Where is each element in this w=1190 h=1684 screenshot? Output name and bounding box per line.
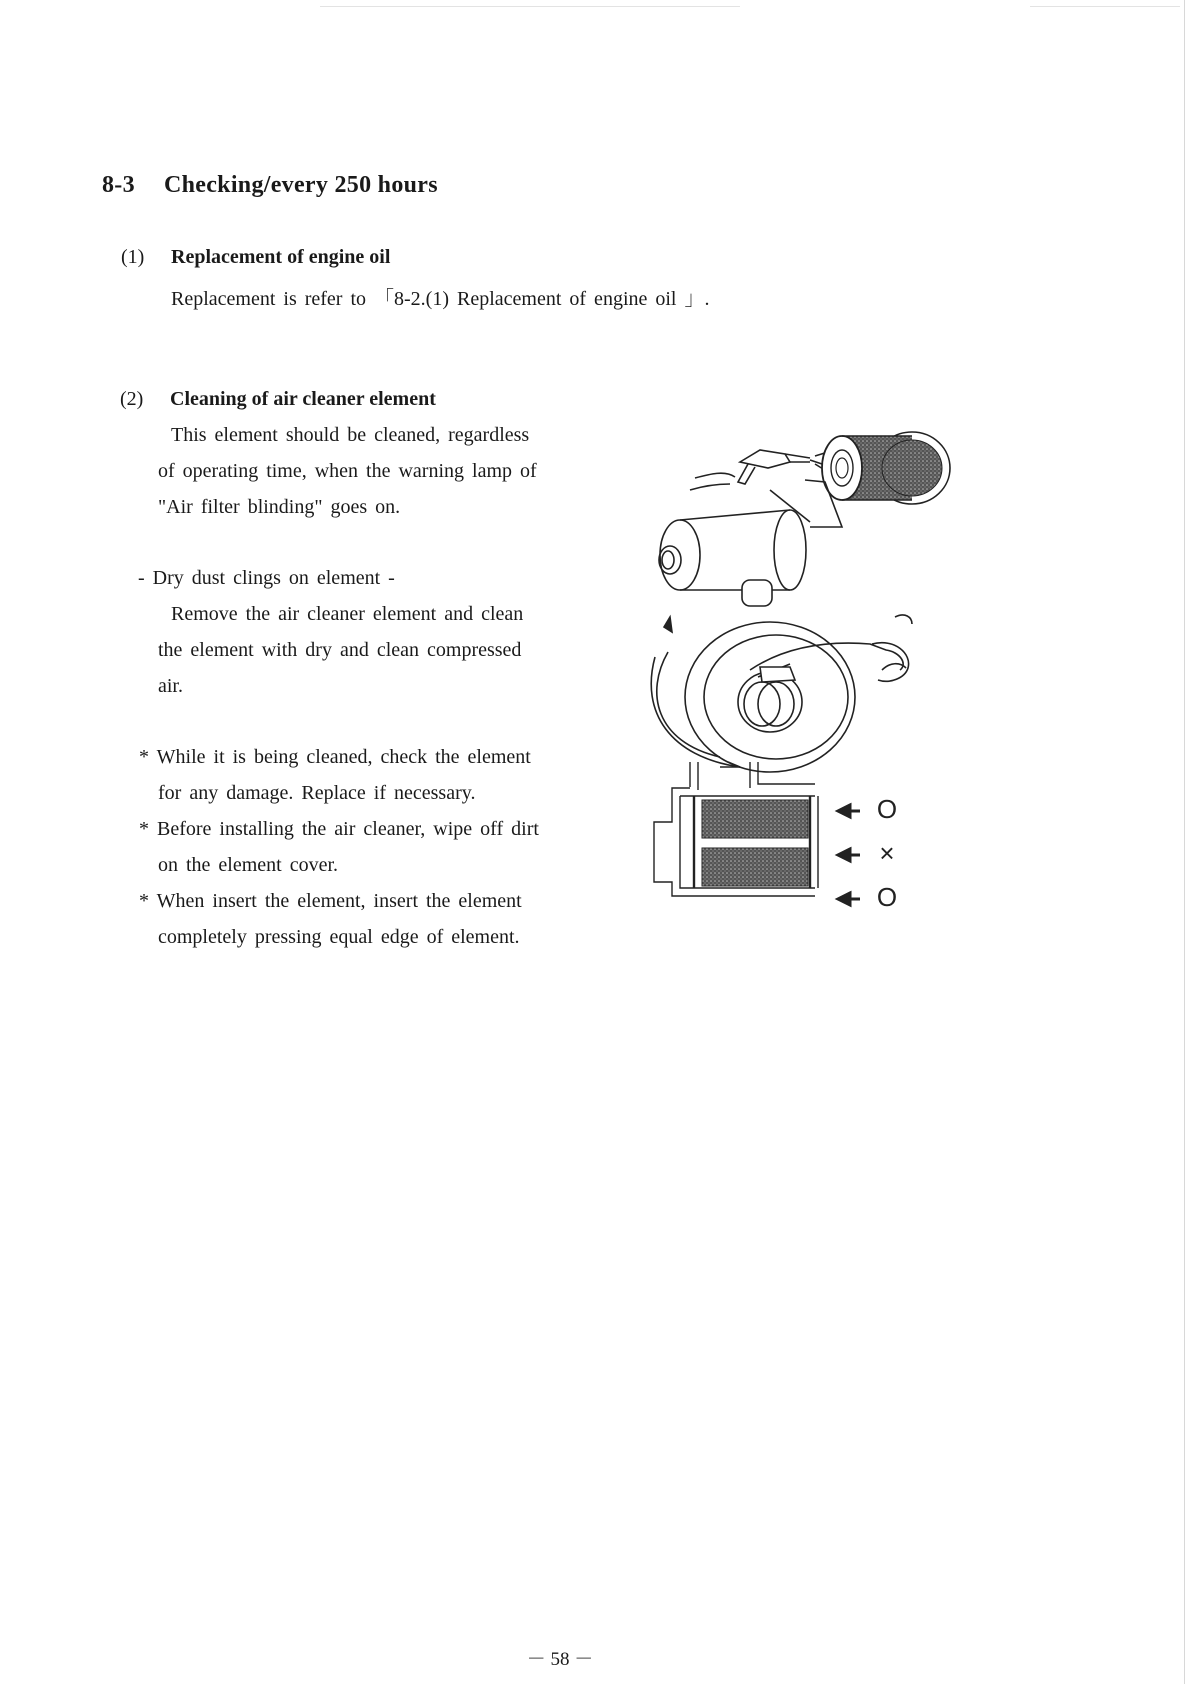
scan-artifact — [1030, 6, 1180, 7]
item1-text: Replacement is refer to 「8-2.(1) Replacement of engine oil 」. — [171, 288, 710, 310]
dry-dust-title: - Dry dust clings on element - — [138, 567, 395, 589]
item1-heading — [121, 246, 390, 269]
correct-mark: O — [876, 882, 898, 912]
section-heading: Checking/every 250 hours — [164, 172, 438, 198]
wiping-housing-icon — [651, 615, 912, 772]
dry-dust-line: the element with dry and clean compressed — [158, 639, 522, 661]
note-line: * Before installing the air cleaner, wipe off dirt — [139, 818, 539, 840]
para1-line: of operating time, when the warning lamp of — [158, 460, 537, 482]
incorrect-mark: × — [879, 838, 895, 868]
item1-number: (1) — [121, 246, 145, 268]
note-line: on the element cover. — [158, 854, 339, 876]
para1-line: This element should be cleaned, regardless — [171, 424, 530, 446]
note-line: * When insert the element, insert the element — [139, 890, 522, 912]
scan-edge — [1184, 0, 1185, 1684]
air-cleaner-illustration — [650, 412, 980, 972]
item2-heading — [120, 388, 436, 411]
scan-artifact — [320, 6, 740, 7]
dry-dust-line: Remove the air cleaner element and clean — [171, 603, 524, 625]
note-line: * While it is being cleaned, check the element — [139, 746, 531, 768]
element-section-icon — [654, 762, 860, 905]
para1-line: "Air filter blinding" goes on. — [158, 496, 401, 518]
air-gun-icon — [690, 450, 828, 490]
page-number: － 58 － — [526, 1649, 594, 1670]
item2-title: Cleaning of air cleaner element — [170, 388, 436, 410]
item1-title: Replacement of engine oil — [171, 246, 391, 268]
housing-icon — [659, 480, 842, 606]
dry-dust-line: air. — [158, 675, 183, 697]
note-line: for any damage. Replace if necessary. — [158, 782, 476, 804]
section-number: 8-3 — [102, 172, 135, 198]
filter-element-icon — [822, 432, 950, 504]
section-title — [102, 172, 438, 199]
correct-mark: O — [876, 794, 898, 824]
item2-number: (2) — [120, 388, 144, 410]
note-line: completely pressing equal edge of element. — [158, 926, 520, 948]
